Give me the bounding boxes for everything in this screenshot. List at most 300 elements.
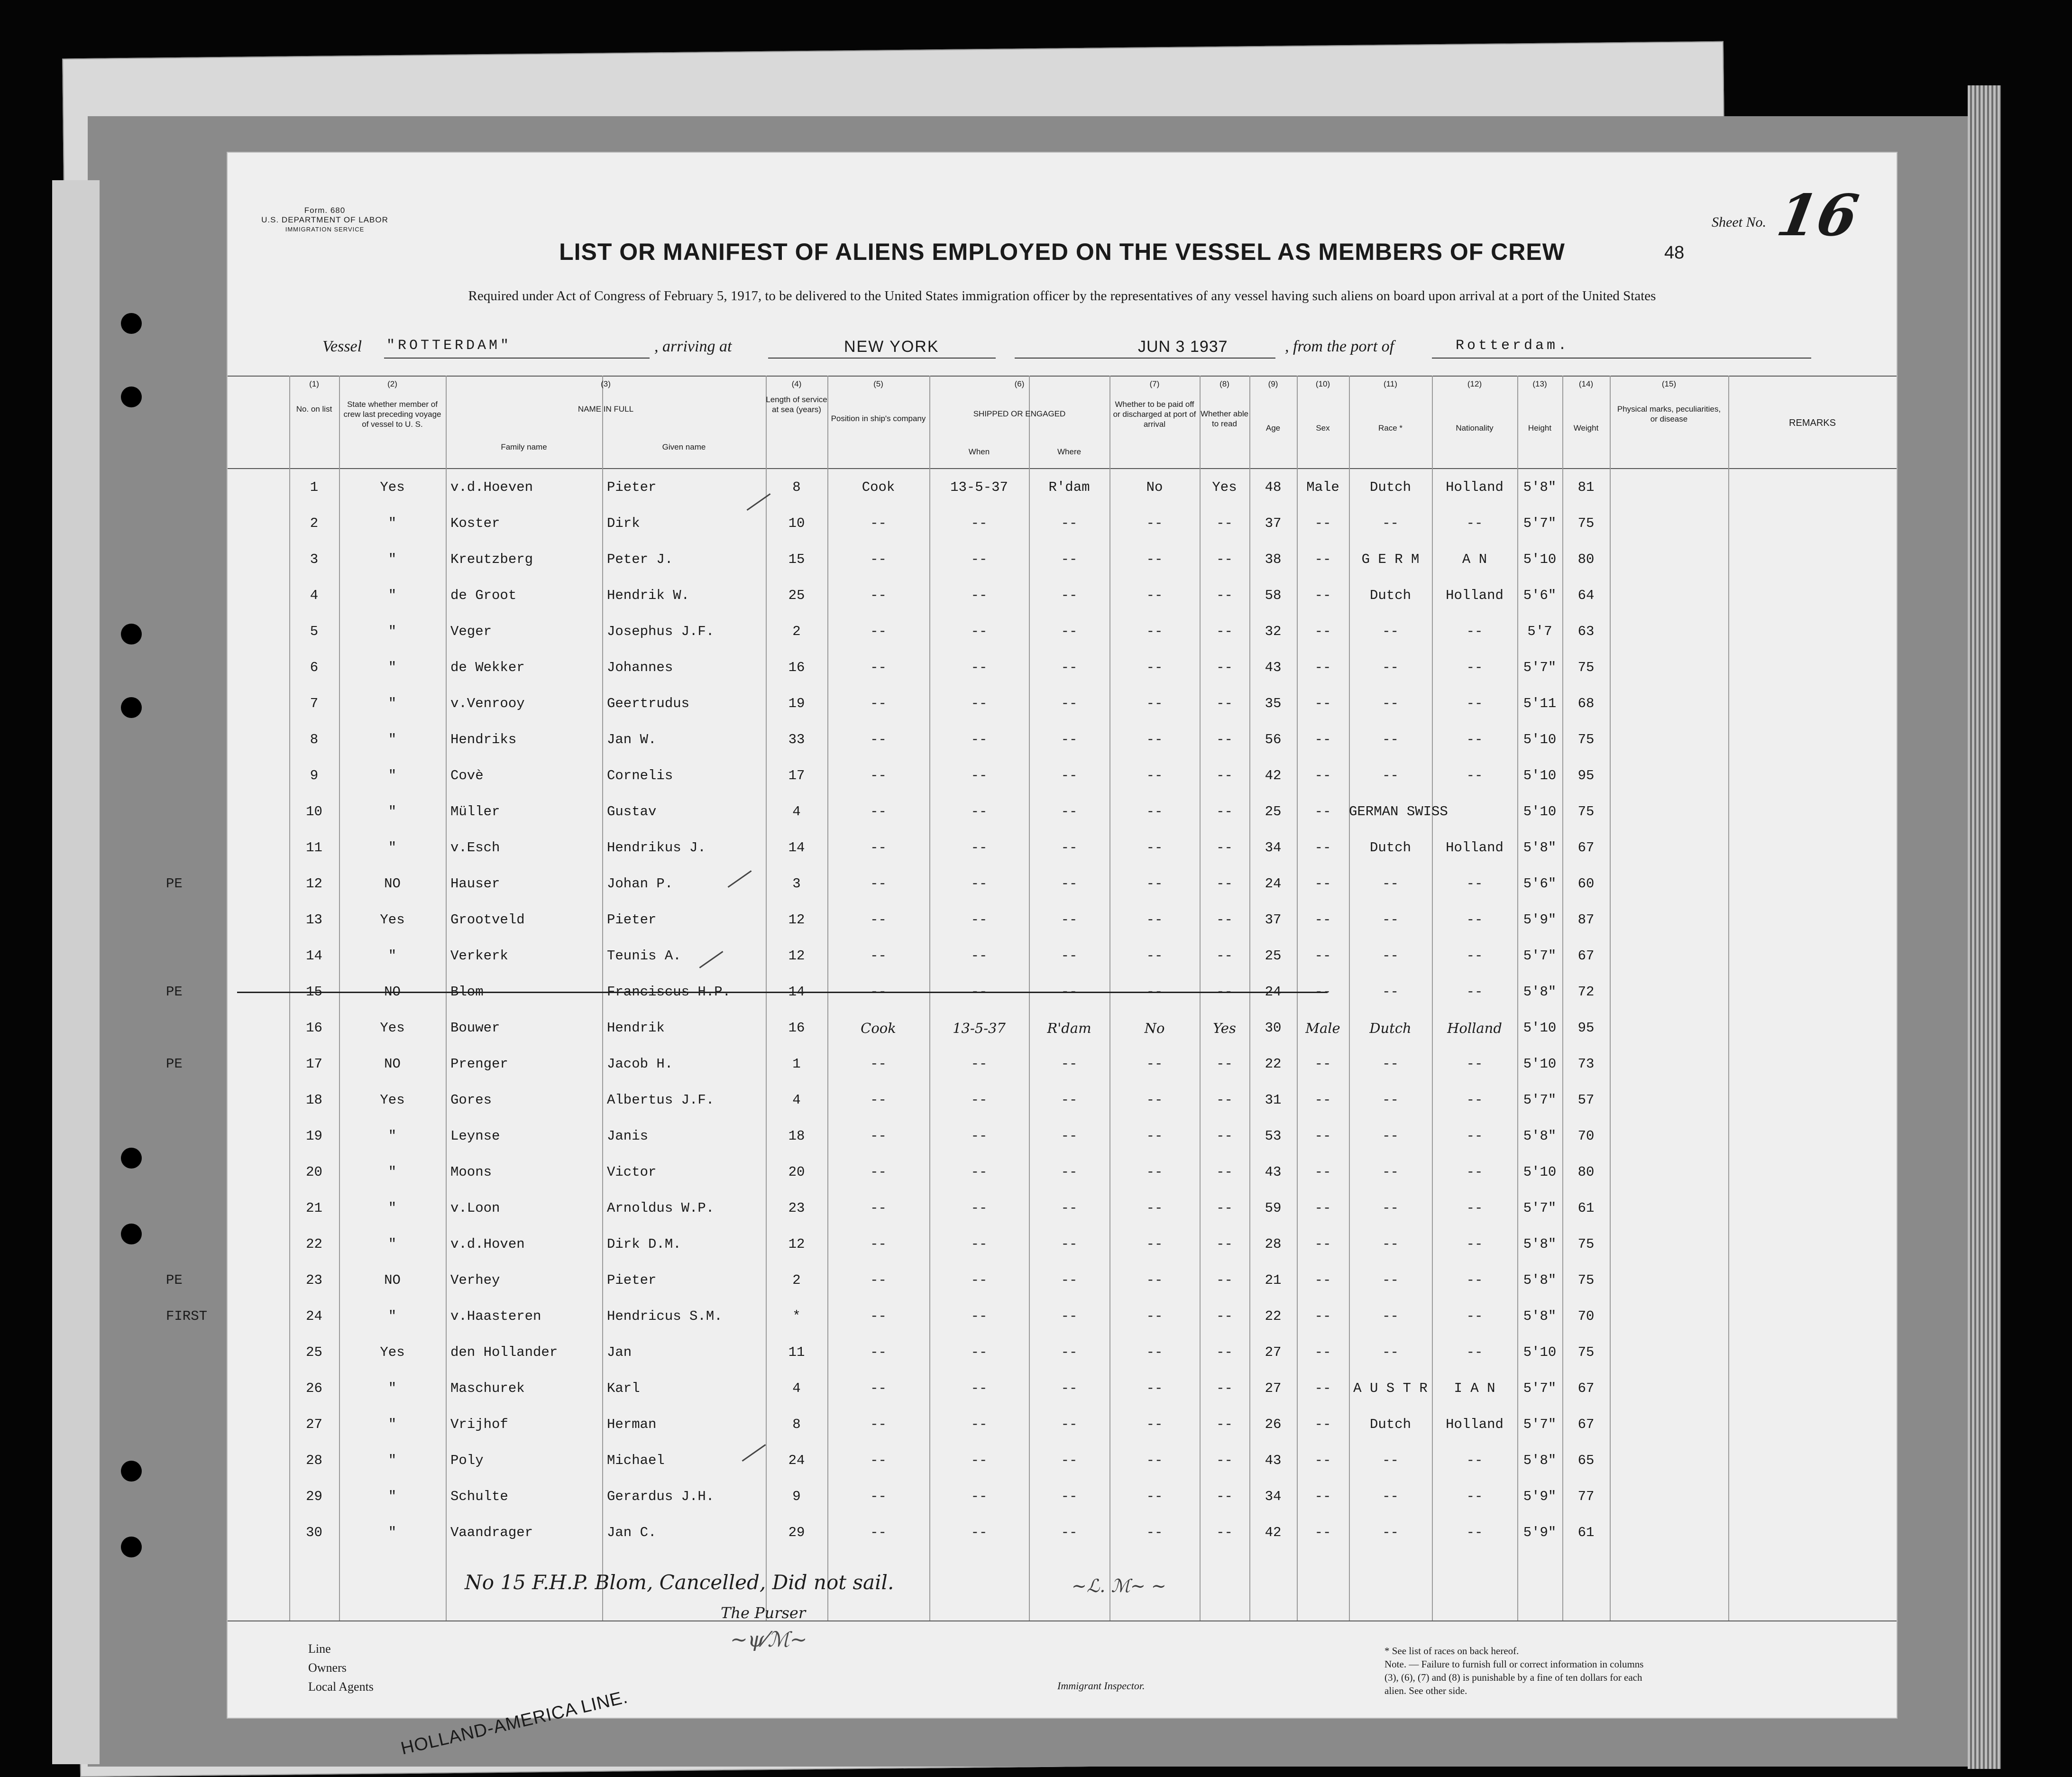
crew-read: -- [1216, 1489, 1233, 1504]
crew-family: Schulte [450, 1489, 508, 1504]
table-row [228, 1446, 1897, 1482]
crew-family: Moons [450, 1164, 492, 1180]
col-header-position: Position in ship's company [831, 414, 926, 423]
crew-weight: 75 [1577, 804, 1595, 819]
table-row [228, 509, 1897, 545]
crew-service: 20 [788, 1164, 805, 1180]
crew-service: 16 [788, 660, 805, 675]
crew-given: Hendrik W. [607, 588, 690, 603]
crew-no: 3 [310, 552, 319, 567]
crew-paid: No [1144, 1020, 1165, 1036]
crew-sex: -- [1314, 1164, 1331, 1180]
crew-mark: FIRST [166, 1308, 208, 1324]
punch-hole [121, 313, 142, 334]
crew-given: Dirk [607, 516, 640, 531]
crew-read: -- [1216, 984, 1233, 1000]
crew-position: -- [870, 1525, 887, 1540]
crew-prev: " [388, 624, 397, 639]
crew-race: -- [1382, 1200, 1399, 1216]
crew-position: -- [870, 1272, 887, 1288]
crew-service: 23 [788, 1200, 805, 1216]
crew-height: 5'8" [1523, 840, 1557, 856]
punch-hole [121, 1224, 142, 1244]
crew-read: -- [1216, 1200, 1233, 1216]
crew-read: -- [1216, 1381, 1233, 1396]
crew-paid: -- [1146, 1056, 1163, 1072]
crew-when: -- [971, 1056, 988, 1072]
crew-where: -- [1061, 660, 1078, 675]
crew-service: 4 [792, 804, 801, 819]
crew-family: v.Esch [450, 840, 500, 856]
crew-sex: -- [1314, 552, 1331, 567]
crew-height: 5'7 [1527, 624, 1552, 639]
crew-paid: No [1146, 479, 1163, 495]
crew-where: -- [1061, 552, 1078, 567]
crew-height: 5'8" [1523, 1236, 1557, 1252]
table-row [228, 941, 1897, 977]
table-row [228, 905, 1897, 941]
crew-read: -- [1216, 948, 1233, 964]
crew-age: 42 [1265, 1525, 1282, 1540]
crew-no: 30 [306, 1525, 322, 1540]
crew-given: Pieter [607, 912, 657, 928]
crew-nationality: -- [1466, 1200, 1483, 1216]
col-header-weight: Weight [1573, 424, 1599, 433]
crew-sex: -- [1314, 768, 1331, 783]
crew-weight: 75 [1577, 660, 1595, 675]
crew-paid: -- [1146, 732, 1163, 747]
crew-prev: " [388, 1236, 397, 1252]
table-row [228, 1122, 1897, 1158]
crew-no: 14 [306, 948, 322, 964]
table-row [166, 977, 1897, 1013]
sheet-label: Sheet No. [1712, 214, 1766, 230]
crew-age: 43 [1265, 1453, 1282, 1468]
crew-age: 25 [1265, 804, 1282, 819]
crew-race: -- [1382, 768, 1399, 783]
crew-sex: -- [1314, 1453, 1331, 1468]
crew-position: -- [870, 1128, 887, 1144]
crew-age: 58 [1265, 588, 1282, 603]
crew-paid: -- [1146, 1092, 1163, 1108]
form-number: Form. 680 [304, 206, 346, 215]
crew-given: Geertrudus [607, 696, 690, 711]
crew-no: 4 [310, 588, 319, 603]
crew-paid: -- [1146, 624, 1163, 639]
crew-position: -- [870, 1417, 887, 1432]
crew-position: -- [870, 516, 887, 531]
crew-service: 33 [788, 732, 805, 747]
table-row [228, 617, 1897, 653]
crew-when: -- [971, 840, 988, 856]
crew-where: -- [1061, 876, 1078, 892]
crew-height: 5'7" [1523, 948, 1557, 964]
races-note: * See list of races on back hereof. [1384, 1645, 1519, 1657]
crew-prev: Yes [380, 479, 405, 495]
underline [1015, 358, 1275, 359]
crew-nationality: -- [1466, 768, 1483, 783]
crew-sex: -- [1314, 1381, 1331, 1396]
crew-when: -- [971, 732, 988, 747]
crew-sex: -- [1314, 1344, 1331, 1360]
crew-where: -- [1061, 912, 1078, 928]
crew-family: de Wekker [450, 660, 525, 675]
crew-height: 5'8" [1523, 1272, 1557, 1288]
crew-nationality: -- [1466, 948, 1483, 964]
crew-paid: -- [1146, 840, 1163, 856]
crew-where: -- [1061, 1417, 1078, 1432]
crew-service: 10 [788, 516, 805, 531]
crew-position: -- [870, 984, 887, 1000]
crew-nationality: -- [1466, 1489, 1483, 1504]
crew-when: -- [971, 984, 988, 1000]
crew-sex: -- [1314, 1272, 1331, 1288]
col-num: (15) [1661, 379, 1677, 388]
crew-prev: " [388, 1128, 397, 1144]
crew-weight: 73 [1577, 1056, 1595, 1072]
crew-where: -- [1061, 516, 1078, 531]
arriving-label: , arriving at [654, 338, 732, 355]
crew-service: 29 [788, 1525, 805, 1540]
crew-sex: -- [1314, 876, 1331, 892]
crew-family: Kreutzberg [450, 552, 533, 567]
col-num: (11) [1384, 379, 1397, 388]
crew-given: Pieter [607, 479, 657, 495]
crew-service: 2 [792, 624, 801, 639]
rule [228, 1620, 1897, 1621]
crew-height: 5'6" [1523, 876, 1557, 892]
crew-race: A U S T R [1353, 1381, 1428, 1396]
punch-hole [121, 624, 142, 645]
crew-when: 13-5-37 [953, 1020, 1006, 1036]
table-row [228, 1194, 1897, 1230]
crew-no: 5 [310, 624, 319, 639]
crew-race: G E R M [1361, 552, 1420, 567]
crew-nationality: -- [1466, 1453, 1483, 1468]
crew-nationality: -- [1466, 732, 1483, 747]
crew-race: -- [1382, 1453, 1399, 1468]
crew-family: Verkerk [450, 948, 508, 964]
table-row [166, 1302, 1897, 1338]
crew-family: Covè [450, 768, 484, 783]
crew-position: -- [870, 732, 887, 747]
crew-sex: -- [1314, 1525, 1331, 1540]
crew-weight: 72 [1577, 984, 1595, 1000]
crew-sex: -- [1314, 696, 1331, 711]
crew-weight: 60 [1577, 876, 1595, 892]
crew-when: 13-5-37 [950, 479, 1008, 495]
table-row [228, 1518, 1897, 1554]
col-sub-family: Family name [501, 442, 547, 451]
crew-where: -- [1061, 1453, 1078, 1468]
crew-height: 5'10 [1523, 552, 1557, 567]
crew-weight: 61 [1577, 1525, 1595, 1540]
col-num: (4) [791, 379, 802, 388]
crew-read: -- [1216, 876, 1233, 892]
table-row [228, 761, 1897, 797]
crew-when: -- [971, 1200, 988, 1216]
crew-given: Gerardus J.H. [607, 1489, 715, 1504]
crew-weight: 61 [1577, 1200, 1595, 1216]
table-row [228, 1013, 1897, 1050]
crew-race: Dutch [1369, 588, 1411, 603]
crew-paid: -- [1146, 768, 1163, 783]
crew-paid: -- [1146, 552, 1163, 567]
crew-service: 19 [788, 696, 805, 711]
crew-where: -- [1061, 1381, 1078, 1396]
col-header-shipped: SHIPPED OR ENGAGED [973, 409, 1066, 418]
crew-read: -- [1216, 1272, 1233, 1288]
crew-nationality: -- [1466, 1308, 1483, 1324]
crew-position: -- [870, 1381, 887, 1396]
crew-prev: " [388, 1308, 397, 1324]
crew-position: -- [870, 876, 887, 892]
crew-when: -- [971, 1525, 988, 1540]
crew-service: 16 [788, 1020, 805, 1036]
crew-read: -- [1216, 768, 1233, 783]
crew-service: 1 [792, 1056, 801, 1072]
crew-prev: NO [384, 984, 401, 1000]
crew-given: Josephus J.F. [607, 624, 715, 639]
crew-race: Dutch [1369, 479, 1411, 495]
crew-no: 6 [310, 660, 319, 675]
crew-no: 27 [306, 1417, 322, 1432]
crew-when: -- [971, 1344, 988, 1360]
col-header-height: Height [1528, 424, 1552, 433]
crew-paid: -- [1146, 948, 1163, 964]
crew-where: -- [1061, 1236, 1078, 1252]
crew-service: 12 [788, 948, 805, 964]
crew-read: Yes [1212, 479, 1237, 495]
crew-family: Prenger [450, 1056, 508, 1072]
crew-race: GERMAN SWISS [1349, 804, 1448, 819]
table-row [228, 1086, 1897, 1122]
crew-position: -- [870, 1056, 887, 1072]
crew-when: -- [971, 1308, 988, 1324]
crew-paid: -- [1146, 588, 1163, 603]
crew-when: -- [971, 1489, 988, 1504]
crew-given: Jan W. [607, 732, 657, 747]
from-label: , from the port of [1285, 338, 1394, 355]
table-row [228, 797, 1897, 833]
crew-age: 43 [1265, 1164, 1282, 1180]
crew-prev: " [388, 1417, 397, 1432]
crew-where: -- [1061, 1308, 1078, 1324]
crew-age: 34 [1265, 1489, 1282, 1504]
crew-position: -- [870, 552, 887, 567]
crew-given: Dirk D.M. [607, 1236, 681, 1252]
table-row [166, 1050, 1897, 1086]
crew-no: 13 [306, 912, 322, 928]
crew-height: 5'10 [1523, 1164, 1557, 1180]
crew-sex: -- [1314, 840, 1331, 856]
crew-prev: NO [384, 876, 401, 892]
crew-read: -- [1216, 1164, 1233, 1180]
crew-prev: " [388, 660, 397, 675]
crew-when: -- [971, 876, 988, 892]
crew-service: 2 [792, 1272, 801, 1288]
crew-table [166, 376, 1897, 1620]
crew-height: 5'6" [1523, 588, 1557, 603]
crew-position: -- [870, 1164, 887, 1180]
crew-given: Albertus J.F. [607, 1092, 715, 1108]
crew-given: Arnoldus W.P. [607, 1200, 715, 1216]
col-num: (2) [387, 379, 397, 388]
crew-when: -- [971, 768, 988, 783]
crew-position: -- [870, 1092, 887, 1108]
crew-given: Pieter [607, 1272, 657, 1288]
crew-height: 5'10 [1523, 804, 1557, 819]
crew-position: -- [870, 804, 887, 819]
crew-position: -- [870, 696, 887, 711]
crew-paid: -- [1146, 1164, 1163, 1180]
table-row [228, 581, 1897, 617]
crew-race: -- [1382, 1308, 1399, 1324]
crew-position: -- [870, 1344, 887, 1360]
crew-given: Gustav [607, 804, 657, 819]
crew-sex: -- [1314, 1128, 1331, 1144]
crew-age: 27 [1265, 1381, 1282, 1396]
crew-when: -- [971, 1381, 988, 1396]
crew-read: -- [1216, 1092, 1233, 1108]
crew-position: -- [870, 1308, 887, 1324]
crew-height: 5'7" [1523, 1200, 1557, 1216]
crew-no: 7 [310, 696, 319, 711]
crew-height: 5'7" [1523, 1092, 1557, 1108]
crew-nationality: -- [1466, 1344, 1483, 1360]
vessel-name: "ROTTERDAM" [386, 338, 512, 354]
crew-nationality: -- [1466, 984, 1483, 1000]
crew-prev: Yes [380, 1344, 405, 1360]
crew-service: 25 [788, 588, 805, 603]
crew-weight: 75 [1577, 1344, 1595, 1360]
col-num: (12) [1467, 379, 1482, 388]
crew-sex: -- [1314, 1417, 1331, 1432]
crew-nationality: -- [1466, 1092, 1483, 1108]
crew-paid: -- [1146, 804, 1163, 819]
crew-paid: -- [1146, 1272, 1163, 1288]
crew-nationality: -- [1466, 624, 1483, 639]
crew-age: 48 [1265, 479, 1282, 495]
crew-race: -- [1382, 1489, 1399, 1504]
crew-where: -- [1061, 588, 1078, 603]
crew-service: 17 [788, 768, 805, 783]
crew-race: -- [1382, 696, 1399, 711]
crew-height: 5'7" [1523, 1381, 1557, 1396]
line-label: Line [308, 1642, 331, 1656]
crew-nationality: -- [1466, 1056, 1483, 1072]
crew-read: -- [1216, 660, 1233, 675]
crew-height: 5'8" [1523, 984, 1557, 1000]
crew-prev: " [388, 948, 397, 964]
crew-family: v.d.Hoven [450, 1236, 525, 1252]
crew-paid: -- [1146, 1200, 1163, 1216]
form-title: LIST OR MANIFEST OF ALIENS EMPLOYED ON THE VESSEL AS MEMBERS OF CREW [559, 239, 1565, 265]
crew-given: Karl [607, 1381, 640, 1396]
crew-where: R'dam [1048, 479, 1090, 495]
crew-no: 25 [306, 1344, 322, 1360]
crew-when: -- [971, 1453, 988, 1468]
table-row [228, 1374, 1897, 1410]
crew-when: -- [971, 552, 988, 567]
crew-paid: -- [1146, 1128, 1163, 1144]
table-row [228, 725, 1897, 761]
crew-read: -- [1216, 1308, 1233, 1324]
crew-when: -- [971, 624, 988, 639]
rule [228, 376, 1897, 377]
crew-age: 26 [1265, 1417, 1282, 1432]
crew-position: Cook [862, 479, 895, 495]
crew-position: -- [870, 1489, 887, 1504]
crew-sex: -- [1314, 1236, 1331, 1252]
crew-when: -- [971, 1236, 988, 1252]
crew-sex: -- [1314, 1308, 1331, 1324]
col-sub-given: Given name [662, 442, 706, 451]
crew-where: -- [1061, 840, 1078, 856]
purser-signature: ~ψ⁄ℳ~ [730, 1628, 807, 1652]
crew-age: 35 [1265, 696, 1282, 711]
crew-paid: -- [1146, 1308, 1163, 1324]
crew-mark: PE [166, 876, 183, 892]
crew-sex: Male [1305, 1020, 1340, 1036]
crew-nationality: -- [1466, 660, 1483, 675]
crew-family: Müller [450, 804, 500, 819]
crew-position: -- [870, 1200, 887, 1216]
crew-race: -- [1382, 876, 1399, 892]
crew-service: 12 [788, 912, 805, 928]
sheet-number: 16 [1772, 182, 1863, 249]
crew-family: Vrijhof [450, 1417, 508, 1432]
crew-sex: -- [1314, 948, 1331, 964]
crew-mark: PE [166, 984, 183, 1000]
crew-no: 11 [306, 840, 322, 856]
table-row [228, 1410, 1897, 1446]
crew-when: -- [971, 1128, 988, 1144]
crew-when: -- [971, 912, 988, 928]
crew-weight: 75 [1577, 1236, 1595, 1252]
crew-race: -- [1382, 948, 1399, 964]
crew-weight: 81 [1577, 479, 1595, 495]
form-header-block [254, 206, 396, 234]
crew-no: 20 [306, 1164, 322, 1180]
crew-given: Jan [607, 1344, 632, 1360]
crew-given: Hendricus S.M. [607, 1308, 723, 1324]
crew-where: -- [1061, 1272, 1078, 1288]
table-row [228, 1482, 1897, 1518]
crew-race: -- [1382, 660, 1399, 675]
crew-prev: " [388, 768, 397, 783]
crew-no: 28 [306, 1453, 322, 1468]
crew-sex: -- [1314, 912, 1331, 928]
crew-height: 5'9" [1523, 1525, 1557, 1540]
crew-read: -- [1216, 624, 1233, 639]
crew-paid: -- [1146, 876, 1163, 892]
punch-hole [121, 1537, 142, 1557]
col-num: (8) [1219, 379, 1229, 388]
crew-nationality: A N [1462, 552, 1487, 567]
crew-read: -- [1216, 1236, 1233, 1252]
crew-when: -- [971, 1417, 988, 1432]
crew-family: v.Venrooy [450, 696, 525, 711]
crew-where: R'dam [1047, 1020, 1091, 1036]
crew-nationality: Holland [1447, 1020, 1502, 1036]
crew-prev: " [388, 516, 397, 531]
crew-weight: 75 [1577, 1272, 1595, 1288]
crew-weight: 95 [1577, 768, 1595, 783]
col-num: (14) [1578, 379, 1594, 388]
crew-prev: " [388, 588, 397, 603]
fine-note: Note. — Failure to furnish full or correct information in columns (3), (6), (7) and (8) is punishable by a fine of ten dollars for each alien. See other side. [1384, 1658, 1644, 1696]
